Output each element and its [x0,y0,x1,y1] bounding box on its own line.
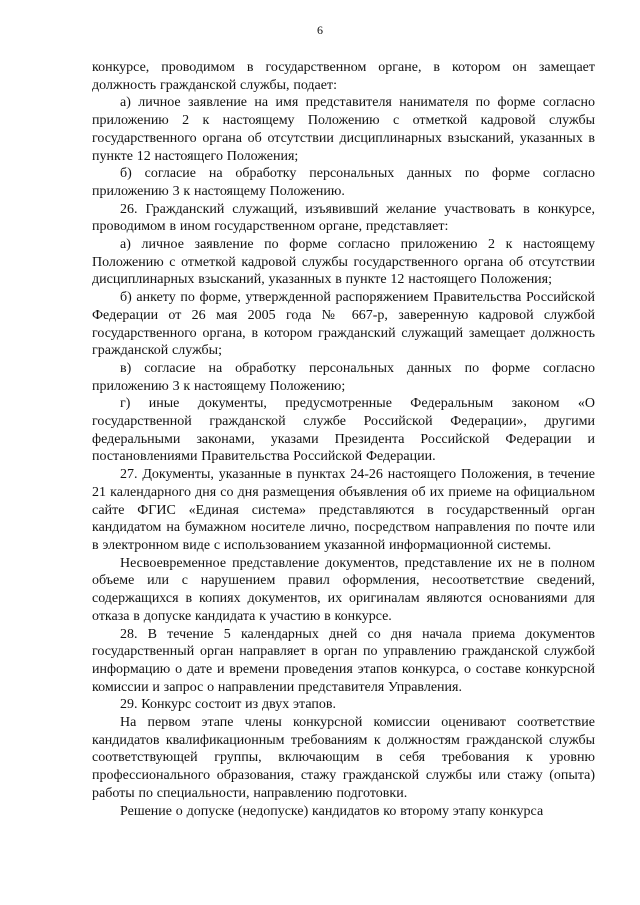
paragraph-27: 27. Документы, указанные в пунктах 24-26 настоящего Положения, в течение 21 календарного дня со дня размещения объявления об их приеме на официальном сайте ФГИС «Единая система» представляются в государственный орган кандидатом на бумажном носителе лично, посредством направления по почте или в электронном виде с использованием указанной информационной системы. [92,467,595,553]
paragraph-29-first-stage: На первом этапе члены конкурсной комиссии оценивают соответствие кандидатов квалификационным требованиям к должностям гражданской службы соответствующей группы, включающим в себя требования к уровню профессионального образования, стажу гражданской службы или стажу (опыта) работы по специальности, направлению подготовки. [92,715,595,801]
document-body [92,59,595,820]
paragraph-26d: г) иные документы, предусмотренные Федеральным законом «О государственной гражданской службе Российской Федерации», другими федеральными законами, указами Президента Российской Федерации и постановлениями Правительства Российской Федерации. [92,396,595,465]
paragraph-29-admission-decision: Решение о допуске (недопуске) кандидатов ко второму этапу конкурса [120,803,544,819]
page-number: 6 [317,23,323,37]
paragraph-26c: в) согласие на обработку персональных данных по форме согласно приложению 3 к настоящему Положению; [92,360,595,394]
paragraph-continuation: конкурсе, проводимом в государственном органе, в котором он замещает должность гражданской службы, подает: [92,60,595,93]
paragraph-26b: б) анкету по форме, утвержденной распоряжением Правительства Российской Федерации от 26 мая 2005 года № 667-р, заверенную кадровой службой государственного органа, в котором гражданский служащий замещает должность гражданской службы; [92,290,595,359]
paragraph-25a: а) личное заявление на имя представителя нанимателя по форме согласно приложению 2 к настоящему Положению с отметкой кадровой службы государственного органа об отсутствии дисциплинарных взысканий, указанных в пункте 12 настоящего Положения; [92,95,595,164]
paragraph-26: 26. Гражданский служащий, изъявивший желание участвовать в конкурсе, проводимом в ином государственном органе, представляет: [92,201,595,235]
paragraph-25b: б) согласие на обработку персональных данных по форме согласно приложению 3 к настоящему Положению. [92,166,595,199]
paragraph-28: 28. В течение 5 календарных дней со дня начала приема документов государственный орган направляет в орган по управлению гражданской службой информацию о дате и времени проведения этапов конкурса, о составе конкурсной комиссии и запрос о направлении представителя Управления. [92,626,595,695]
paragraph-29: 29. Конкурс состоит из двух этапов. [120,697,336,713]
paragraph-27-refusal-grounds: Несвоевременное представление документов, представление их не в полном объеме или с нарушением правил оформления, несоответствие сведений, содержащихся в копиях документов, их оригиналам являются основаниями для отказа в допуске кандидата к участию в конкурсе. [92,555,595,624]
paragraph-26a: а) личное заявление по форме согласно приложению 2 к настоящему Положению с отметкой кадровой службы государственного органа об отсутствии дисциплинарных взысканий, указанных в пункте 12 настоящего Положения; [92,237,595,288]
